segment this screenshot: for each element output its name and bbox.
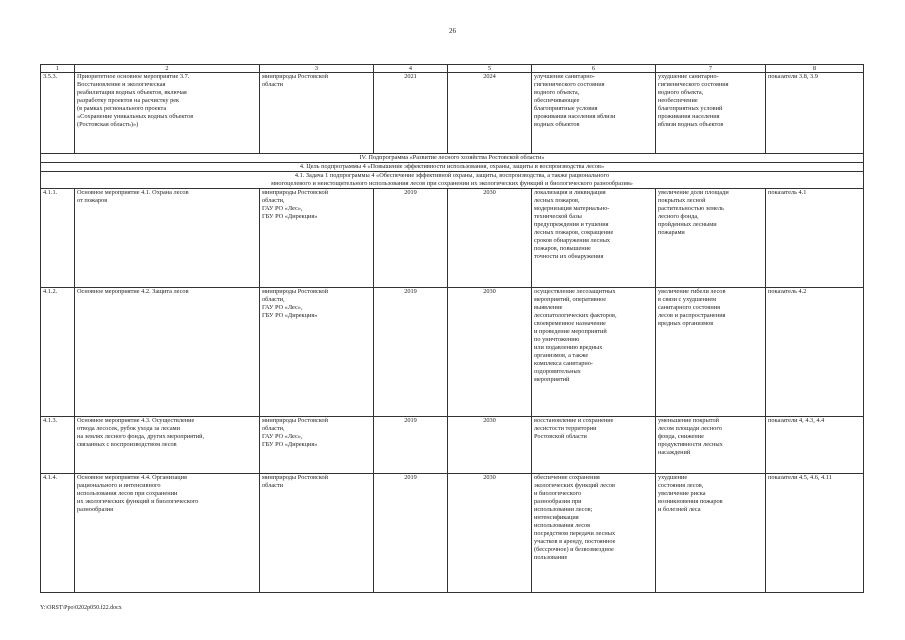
- section-heading-row: [41, 172, 864, 189]
- program-table: [40, 64, 864, 593]
- non-implementation-consequences: увеличение гибели лесов в связи с ухудшением санитарного состояния лесов и распространения вредных организмов: [656, 288, 766, 417]
- end-year: 2030: [448, 189, 532, 288]
- table-row: [41, 73, 864, 154]
- end-year: 2030: [448, 417, 532, 474]
- end-year: 2024: [448, 73, 532, 154]
- section-heading-row: [41, 154, 864, 163]
- measure-number: 4.1.2.: [41, 288, 75, 417]
- file-path-footer: Y:\ORST\Ppo\0202p050.f22.docx: [40, 605, 122, 611]
- column-number: 7: [656, 65, 766, 73]
- expected-result: восстановление и сохранение лесистости территории Ростовской области: [532, 417, 656, 474]
- column-number-row: [41, 65, 864, 73]
- non-implementation-consequences: ухудшение санитарно- гигиенического состояния водного объекта, необеспечение благоприятных условий проживания населения вблизи водных объектов: [656, 73, 766, 154]
- end-year: 2030: [448, 474, 532, 593]
- column-number: 8: [766, 65, 864, 73]
- executor: минприроды Ростовской области: [260, 73, 374, 154]
- expected-result: осуществление лесозащитных мероприятий, оперативное выявление лесопатологических факторов, своевременное назначение и проведение мероприятий по уничтожению или подавлению вредных организмов, а также комплекса санитарно- оздоровительных мероприятий: [532, 288, 656, 417]
- measure-name: Основное мероприятие 4.3. Осуществление отвода лесосек, рубок ухода за лесами на землях лесного фонда, других мероприятий, связанных с воспроизводством лесов: [75, 417, 260, 474]
- start-year: 2019: [374, 189, 448, 288]
- related-indicators: показатели 4, 4.3, 4.4: [766, 417, 864, 474]
- related-indicators: показатели 3.8, 3.9: [766, 73, 864, 154]
- page-number: 26: [449, 27, 456, 35]
- measure-name: Основное мероприятие 4.2. Защита лесов: [75, 288, 260, 417]
- column-number: 3: [260, 65, 374, 73]
- non-implementation-consequences: ухудшение состояния лесов, увеличение риска возникновения пожаров и болезней леса: [656, 474, 766, 593]
- start-year: 2019: [374, 474, 448, 593]
- table-row: [41, 474, 864, 593]
- table-row: [41, 417, 864, 474]
- measure-number: 4.1.4.: [41, 474, 75, 593]
- executor: минприроды Ростовской области: [260, 474, 374, 593]
- table-row: [41, 189, 864, 288]
- measure-number: 4.1.1.: [41, 189, 75, 288]
- executor: минприроды Ростовской области, ГАУ РО «Лес», ГБУ РО «Дирекция»: [260, 288, 374, 417]
- measure-number: 4.1.3.: [41, 417, 75, 474]
- related-indicators: показатель 4.1: [766, 189, 864, 288]
- related-indicators: показатель 4.2: [766, 288, 864, 417]
- measure-name: Приоритетное основное мероприятие 3.7. Восстановление и экологическая реабилитация водных объектов, включая разработку проектов на расчистку рек (в рамках регионального проекта «Сохранение уникальных водных объектов (Ростовская область)»): [75, 73, 260, 154]
- expected-result: локализация и ликвидация лесных пожаров, модернизация материально- технической базы предупреждения и тушения лесных пожаров, сокращение сроков обнаружения лесных пожаров, повышение точности их обнаружения: [532, 189, 656, 288]
- executor: минприроды Ростовской области, ГАУ РО «Лес», ГБУ РО «Дирекция»: [260, 189, 374, 288]
- column-number: 2: [75, 65, 260, 73]
- start-year: 2019: [374, 288, 448, 417]
- non-implementation-consequences: увеличение доли площади покрытых лесной растительностью земель лесного фонда, пройденных лесными пожарами: [656, 189, 766, 288]
- section-heading: 4.1. Задача 1 подпрограммы 4 «Обеспечение эффективной охраны, защиты, воспроизводства, а также рационального многоцелевого и неистощительного использования лесов при сохранении их экологических функций и биологического разнообразия»: [41, 172, 864, 189]
- expected-result: улучшение санитарно- гигиенического состояния водного объекта, обеспечивающее благоприятные условия проживания населения вблизи водных объектов: [532, 73, 656, 154]
- executor: минприроды Ростовской области, ГАУ РО «Лес», ГБУ РО «Дирекция»: [260, 417, 374, 474]
- section-heading: IV. Подпрограмма «Развитие лесного хозяйства Ростовской области»: [41, 154, 864, 163]
- start-year: 2021: [374, 73, 448, 154]
- measure-name: Основное мероприятие 4.1. Охрана лесов от пожаров: [75, 189, 260, 288]
- start-year: 2019: [374, 417, 448, 474]
- column-number: 4: [374, 65, 448, 73]
- measure-number: 3.5.3.: [41, 73, 75, 154]
- end-year: 2030: [448, 288, 532, 417]
- non-implementation-consequences: уменьшение покрытой лесом площади лесного фонда, снижение продуктивности лесных насаждений: [656, 417, 766, 474]
- related-indicators: показатели 4.5, 4.6, 4.11: [766, 474, 864, 593]
- column-number: 5: [448, 65, 532, 73]
- column-number: 6: [532, 65, 656, 73]
- section-heading-row: [41, 163, 864, 172]
- expected-result: обеспечение сохранения экологических функций лесов и биологического разнообразия при использовании лесов; интенсификация использования лесов посредством передачи лесных участков в аренду, постоянное (бессрочное) и безвозмездное пользование: [532, 474, 656, 593]
- table-row: [41, 288, 864, 417]
- column-number: 1: [41, 65, 75, 73]
- measure-name: Основное мероприятие 4.4. Организация рационального и интенсивного использования лесов при сохранении их экологических функций и биологического разнообразия: [75, 474, 260, 593]
- section-heading: 4. Цель подпрограммы 4 «Повышение эффективности использования, охраны, защиты и воспроизводства лесов»: [41, 163, 864, 172]
